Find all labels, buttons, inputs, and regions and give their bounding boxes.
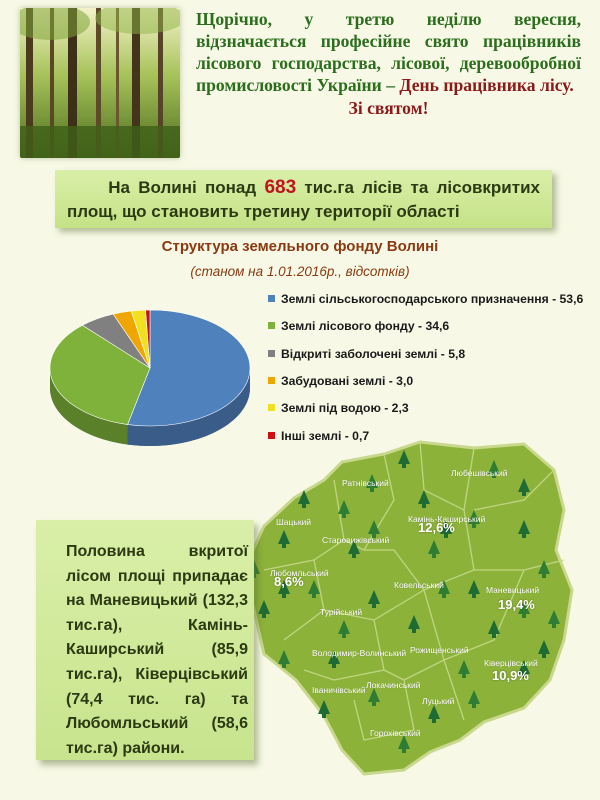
district-percent: 19,4% (498, 597, 535, 612)
district-label: Любомльський (270, 568, 329, 578)
legend-swatch (268, 322, 275, 329)
legend-label: Забудовані землі - 3,0 (281, 373, 414, 388)
district-percent: 12,6% (418, 520, 455, 535)
district-label: Любешівський (451, 468, 508, 478)
legend-label: Землі сільськогосподарського призначення - 53,6 (281, 292, 584, 306)
chart-title: Структура земельного фонду Волині (161, 238, 439, 255)
legend-swatch (268, 377, 275, 384)
district-label: Шацький (276, 517, 312, 527)
district-label: Іваничівський (312, 685, 366, 695)
forest-photo (20, 8, 180, 158)
legend-item (268, 401, 588, 415)
district-label: Володимир-Волинський (312, 648, 407, 658)
chart-subtitle: (станом на 1.01.2016р., відсотків) (190, 264, 410, 279)
legend-label: Відкриті заболочені землі - 5,8 (281, 346, 466, 361)
district-label: Рожищенський (410, 645, 469, 655)
legend-label: Землі під водою - 2,3 (281, 401, 409, 416)
forest-area-callout (55, 170, 552, 228)
intro-highlight: День працівника лісу. (399, 75, 574, 95)
district-label: Локачинський (366, 680, 421, 690)
district-label: Ковельський (394, 580, 444, 590)
legend-swatch (268, 295, 275, 302)
district-label: Старовижівський (322, 535, 390, 545)
legend-label: Інші землі - 0,7 (281, 428, 370, 443)
legend-swatch (268, 350, 275, 357)
district-label: Ківерцівський (484, 658, 538, 668)
district-label: Маневицький (486, 585, 540, 595)
district-label: Ратнівський (342, 478, 389, 488)
intro-greeting: Зі святом! (348, 98, 429, 118)
legend-swatch (268, 404, 275, 411)
callout-prefix: На Волині понад (108, 178, 257, 197)
legend-label: Землі лісового фонду - 34,6 (281, 319, 450, 334)
legend-item (268, 319, 588, 333)
district-label: Турійський (320, 607, 363, 617)
district-percent: 8,6% (274, 574, 304, 589)
legend-item (268, 347, 588, 361)
intro-body: Щорічно, у третю неділю вересня, відзначається професійне свято працівників лісового господарства, лісової, деревообробної промисловості України – (196, 9, 581, 95)
legend-item (268, 292, 588, 306)
legend-item (268, 374, 588, 388)
district-label: Луцький (422, 696, 455, 706)
district-label: Горохівський (370, 728, 421, 738)
volyn-map (224, 440, 594, 795)
intro-text (196, 8, 581, 119)
callout-number: 683 (264, 177, 297, 198)
forest-share-note: Половина вкритої лісом площі припадає на Маневицький (132,3 тис.га), Камінь-Каширський (85,9 тис.га), Ківерцівський (74,4 тис. га) та Любомльський (58,6 тис.га) райони. (36, 520, 254, 760)
district-label: Камінь-Каширський (408, 514, 486, 524)
district-percent: 10,9% (492, 668, 529, 683)
callout-suffix: тис.га лісів та лісовкритих площ, що становить третину території області (67, 178, 540, 221)
legend-swatch (268, 432, 275, 439)
